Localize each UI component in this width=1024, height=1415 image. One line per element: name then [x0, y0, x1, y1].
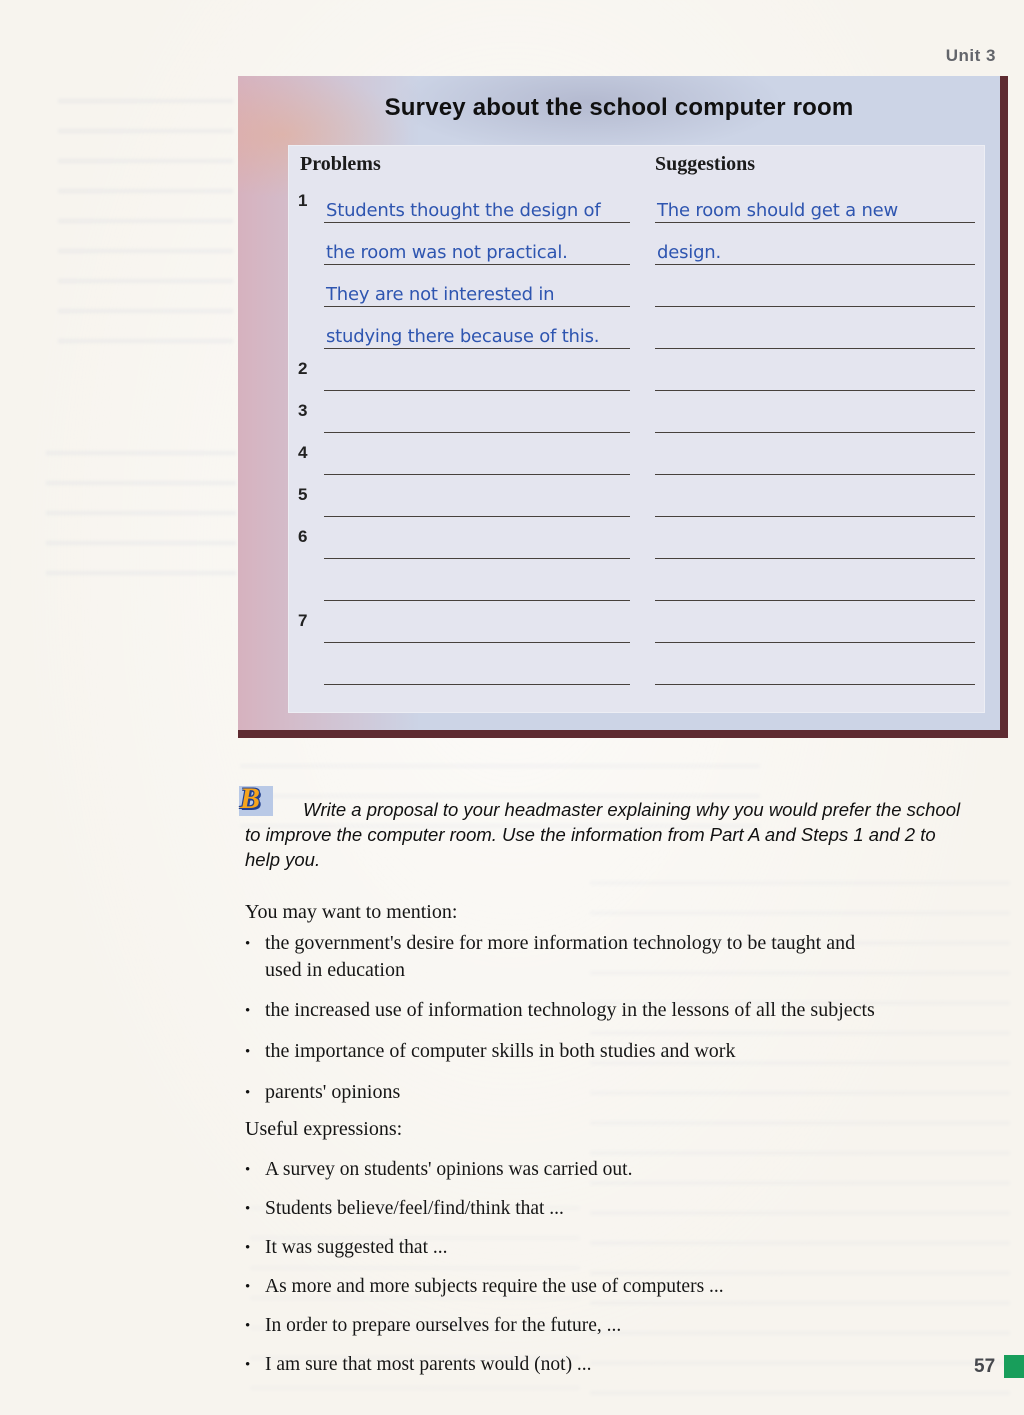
problems-column-header: Problems — [300, 153, 381, 175]
blank-answer-line — [324, 349, 630, 391]
blank-answer-line — [655, 349, 975, 391]
problem-entry: Students thought the design of — [326, 200, 601, 221]
part-b-instruction-line: Write a proposal to your headmaster explaining why you would prefer the school — [303, 799, 961, 820]
list-item-text: the importance of computer skills in both studies and work — [265, 1040, 736, 1062]
list-item-text: As more and more subjects require the use of computers ... — [265, 1276, 724, 1297]
blank-answer-line — [655, 601, 975, 643]
bullet-icon: • — [245, 1318, 251, 1334]
survey-row-7 — [288, 601, 975, 685]
blank-answer-line — [324, 475, 630, 517]
row-number: 2 — [298, 359, 308, 378]
blank-answer-line — [324, 601, 630, 643]
list-item-text: used in education — [265, 959, 405, 981]
row-number: 4 — [298, 443, 308, 462]
blank-answer-line — [324, 559, 630, 601]
blank-answer-line — [324, 391, 630, 433]
blank-answer-line — [655, 265, 975, 307]
bleed-through-ghost-text — [58, 88, 233, 343]
list-item — [245, 1351, 1005, 1379]
blank-answer-line — [655, 517, 975, 559]
bullet-icon: • — [245, 1085, 251, 1101]
survey-panel — [288, 145, 985, 713]
survey-row-4 — [288, 433, 975, 475]
survey-box — [238, 76, 1008, 738]
suggestion-entry: The room should get a new — [657, 200, 899, 221]
row-number: 3 — [298, 401, 308, 420]
unit-label: Unit 3 — [945, 46, 996, 65]
bullet-icon: • — [245, 1201, 251, 1217]
bullet-icon: • — [245, 1357, 251, 1373]
row-number: 1 — [298, 191, 308, 210]
part-b-instruction-line: help you. — [245, 849, 321, 870]
list-item — [245, 1273, 1005, 1301]
list-item — [245, 997, 1005, 1025]
survey-row-3 — [288, 391, 975, 433]
problem-entry: the room was not practical. — [326, 242, 568, 263]
survey-title: Survey about the school computer room — [384, 94, 854, 121]
list-item-text: the increased use of information technology in the lessons of all the subjects — [265, 999, 875, 1021]
blank-answer-line — [324, 643, 630, 685]
part-b-badge — [239, 782, 273, 816]
suggestion-entry: design. — [657, 242, 722, 263]
survey-row-6 — [288, 517, 975, 601]
bullet-icon: • — [245, 936, 251, 952]
mention-heading: You may want to mention: — [245, 901, 458, 923]
problem-entry: They are not interested in — [326, 284, 555, 305]
list-item — [245, 930, 1005, 984]
list-item-text: Students believe/feel/find/think that ... — [265, 1198, 564, 1219]
list-item-text: I am sure that most parents would (not) ... — [265, 1354, 592, 1375]
blank-answer-line — [655, 391, 975, 433]
blank-answer-line — [655, 307, 975, 349]
bleed-through-ghost-text — [46, 430, 236, 575]
blank-answer-line — [655, 559, 975, 601]
survey-row-1 — [288, 181, 975, 349]
list-item — [245, 1038, 1005, 1066]
bullet-icon: • — [245, 1003, 251, 1019]
blank-answer-line — [655, 643, 975, 685]
expressions-list — [245, 1156, 1005, 1390]
list-item-text: parents' opinions — [265, 1081, 401, 1103]
list-item-text: It was suggested that ... — [265, 1237, 448, 1258]
list-item — [245, 1156, 1005, 1184]
list-item — [245, 1195, 1005, 1223]
row-number: 6 — [298, 527, 308, 546]
list-item — [245, 1312, 1005, 1340]
blank-answer-line — [655, 475, 975, 517]
bullet-icon: • — [245, 1162, 251, 1178]
survey-row-5 — [288, 475, 975, 517]
list-item — [245, 1079, 1005, 1107]
bullet-icon: • — [245, 1240, 251, 1256]
page-number: 57 — [974, 1356, 996, 1377]
mention-list — [245, 930, 1005, 1120]
bullet-icon: • — [245, 1279, 251, 1295]
blank-answer-line — [324, 517, 630, 559]
list-item-text: In order to prepare ourselves for the future, ... — [265, 1315, 622, 1336]
list-item-text: the government's desire for more information technology to be taught and — [265, 932, 856, 954]
blank-answer-line — [324, 433, 630, 475]
blank-answer-line — [655, 433, 975, 475]
row-number: 7 — [298, 611, 308, 630]
expressions-heading: Useful expressions: — [245, 1118, 403, 1140]
list-item — [245, 1234, 1005, 1262]
part-b-instruction-line: to improve the computer room. Use the information from Part A and Steps 1 and 2 to — [245, 824, 936, 845]
bullet-icon: • — [245, 1044, 251, 1060]
survey-row-2 — [288, 349, 975, 391]
survey-rows — [288, 181, 975, 685]
suggestions-column-header: Suggestions — [655, 153, 756, 175]
page-edge-marker — [1004, 1355, 1024, 1378]
list-item-text: A survey on students' opinions was carried out. — [265, 1159, 633, 1180]
problem-entry: studying there because of this. — [326, 326, 600, 347]
part-b-letter: B — [240, 782, 261, 815]
row-number: 5 — [298, 485, 308, 504]
